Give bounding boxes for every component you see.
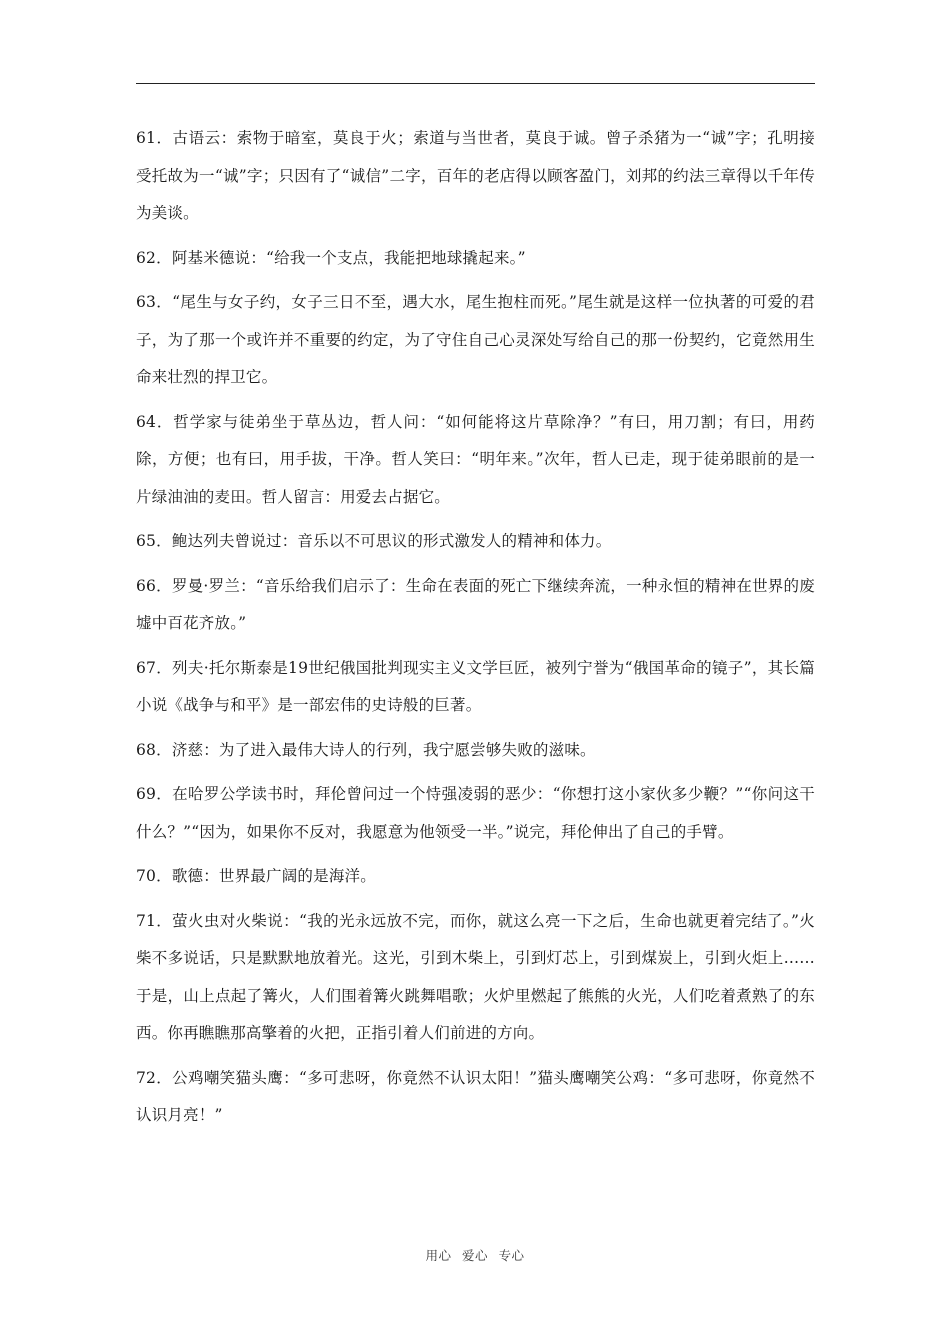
entry-66: 66．罗曼·罗兰：“音乐给我们启示了：生命在表面的死亡下继续奔流，一种永恒的精神在世界的废墟中百花齐放。” <box>136 576 815 632</box>
entry-63: 63．“尾生与女子约，女子三日不至，遇大水，尾生抱柱而死。”尾生就是这样一位执著的可爱的君子，为了那一个或许并不重要的约定，为了守住自己心灵深处写给自己的那一份契约，它竟然用生命来壮烈的捍卫它。 <box>136 293 815 386</box>
entry-64: 64．哲学家与徒弟坐于草丛边，哲人问：“如何能将这片草除净？”有曰，用刀割；有曰，用药除，方便；也有曰，用手拔，干净。哲人笑曰：“明年来。”次年，哲人已走，现于徒弟眼前的是一片绿油油的麦田。哲人留言：用爱去占据它。 <box>136 412 815 506</box>
entry-69: 69．在哈罗公学读书时，拜伦曾问过一个恃强凌弱的恶少：“你想打这小家伙多少鞭？”“你问这干什么？”“因为，如果你不反对，我愿意为他领受一半。”说完，拜伦伸出了自己的手臂。 <box>136 785 815 841</box>
entry-72: 72．公鸡嘲笑猫头鹰：“多可悲呀，你竟然不认识太阳！”猫头鹰嘲笑公鸡：“多可悲呀，你竟然不认识月亮！” <box>136 1068 815 1124</box>
entry-68: 68．济慈：为了进入最伟大诗人的行列，我宁愿尝够失败的滋味。 <box>136 740 596 759</box>
header-rule <box>136 83 815 84</box>
document-body <box>136 120 815 1142</box>
entry-67: 67．列夫·托尔斯泰是19世纪俄国批判现实主义文学巨匠，被列宁誉为“俄国革命的镜子”，其长篇小说《战争与和平》是一部宏伟的史诗般的巨著。 <box>136 658 815 714</box>
entry-71: 71．萤火虫对火柴说：“我的光永远放不完，而你，就这么亮一下之后，生命也就更着完结了。”火柴不多说话，只是默默地放着光。这光，引到木柴上，引到灯芯上，引到煤炭上，引到火炬上……于是，山上点起了篝火，人们围着篝火跳舞唱歌；火炉里燃起了熊熊的火光，人们吃着煮熟了的东西。你再瞧瞧那高擎着的火把，正指引着人们前进的方向。 <box>136 911 815 1042</box>
entry-70: 70．歌德：世界最广阔的是海洋。 <box>136 867 376 885</box>
entry-62: 62．阿基米德说：“给我一个支点，我能把地球撬起来。” <box>136 248 526 267</box>
page-footer: 用心 爱心 专心 <box>425 1248 525 1263</box>
entry-65: 65．鲍达列夫曾说过：音乐以不可思议的形式激发人的精神和体力。 <box>136 532 612 550</box>
entry-61: 61．古语云：索物于暗室，莫良于火；索道与当世者，莫良于诚。曾子杀猪为一“诚”字；孔明接受托故为一“诚”字；只因有了“诚信”二字，百年的老店得以顾客盈门，刘邦的约法三章得以千年传为美谈。 <box>136 129 815 222</box>
